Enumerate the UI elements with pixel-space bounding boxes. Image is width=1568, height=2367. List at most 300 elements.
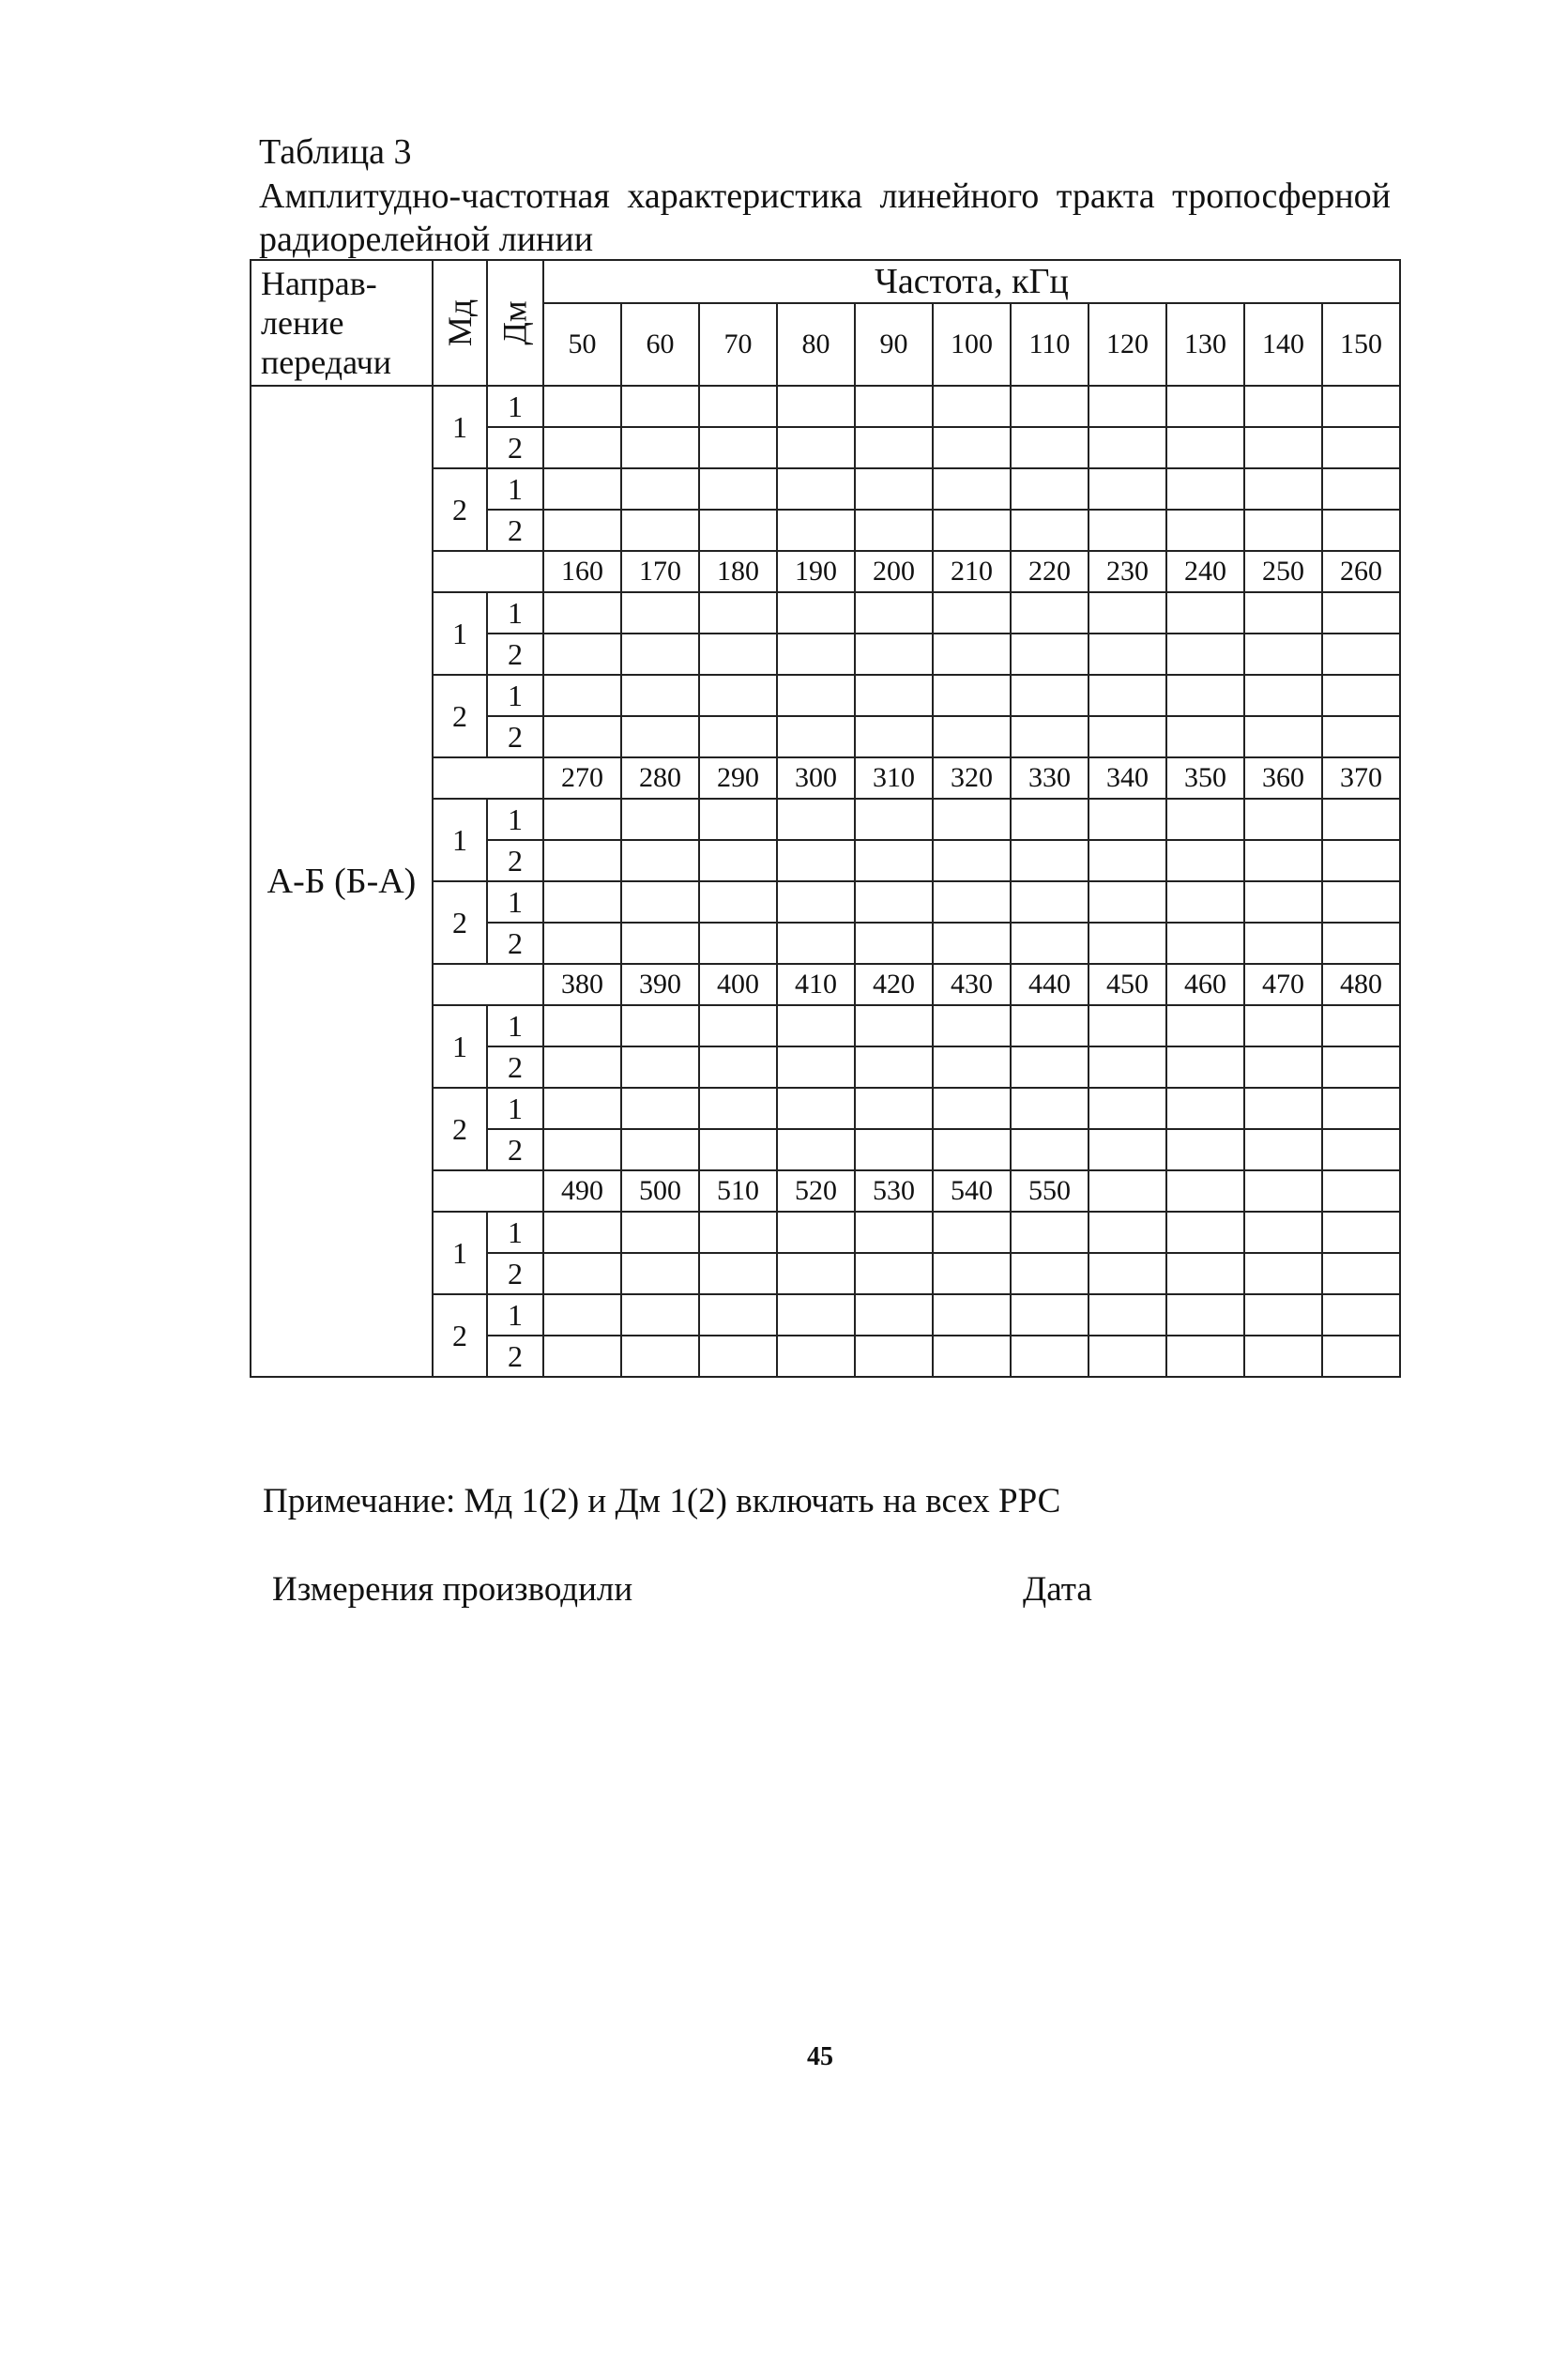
frequency-cell bbox=[1244, 1170, 1322, 1212]
frequency-cell: 420 bbox=[855, 964, 933, 1005]
value-cell bbox=[543, 386, 621, 427]
value-cell bbox=[699, 1005, 777, 1046]
value-cell bbox=[543, 427, 621, 468]
md-cell: 2 bbox=[433, 881, 487, 964]
value-cell bbox=[1011, 716, 1088, 757]
dm-cell: 1 bbox=[487, 799, 543, 840]
frequency-cell: 320 bbox=[933, 757, 1011, 799]
value-cell bbox=[933, 675, 1011, 716]
value-cell bbox=[1322, 427, 1400, 468]
value-cell bbox=[543, 1212, 621, 1253]
value-cell bbox=[1244, 427, 1322, 468]
value-cell bbox=[777, 634, 855, 675]
value-cell bbox=[1011, 468, 1088, 510]
value-cell bbox=[933, 840, 1011, 881]
md-cell: 1 bbox=[433, 592, 487, 675]
value-cell bbox=[933, 1336, 1011, 1377]
value-cell bbox=[1011, 881, 1088, 923]
header-dm bbox=[487, 260, 543, 386]
table-label: Таблица 3 bbox=[259, 132, 412, 172]
value-cell bbox=[1088, 1088, 1166, 1129]
value-cell bbox=[777, 675, 855, 716]
value-cell bbox=[777, 386, 855, 427]
dm-cell: 2 bbox=[487, 427, 543, 468]
value-cell bbox=[1244, 386, 1322, 427]
value-cell bbox=[1166, 468, 1244, 510]
value-cell bbox=[1088, 840, 1166, 881]
value-cell bbox=[621, 1253, 699, 1294]
dm-cell: 2 bbox=[487, 1129, 543, 1170]
value-cell bbox=[855, 592, 933, 634]
frequency-cell: 180 bbox=[699, 551, 777, 592]
md-cell: 2 bbox=[433, 468, 487, 551]
value-cell bbox=[543, 1088, 621, 1129]
value-cell bbox=[1011, 840, 1088, 881]
value-cell bbox=[777, 468, 855, 510]
value-cell bbox=[621, 923, 699, 964]
value-cell bbox=[1011, 510, 1088, 551]
value-cell bbox=[777, 1294, 855, 1336]
value-cell bbox=[699, 881, 777, 923]
value-cell bbox=[1088, 1005, 1166, 1046]
value-cell bbox=[1011, 1005, 1088, 1046]
value-cell bbox=[621, 840, 699, 881]
value-cell bbox=[699, 675, 777, 716]
value-cell bbox=[699, 1088, 777, 1129]
frequency-cell: 400 bbox=[699, 964, 777, 1005]
value-cell bbox=[777, 1088, 855, 1129]
value-cell bbox=[1166, 1294, 1244, 1336]
value-cell bbox=[1322, 1294, 1400, 1336]
value-cell bbox=[1166, 799, 1244, 840]
value-cell bbox=[543, 923, 621, 964]
dm-cell: 1 bbox=[487, 675, 543, 716]
frequency-cell: 240 bbox=[1166, 551, 1244, 592]
value-cell bbox=[621, 675, 699, 716]
value-cell bbox=[699, 716, 777, 757]
header-direction: Направ- ление передачи bbox=[251, 260, 433, 386]
value-cell bbox=[1244, 716, 1322, 757]
value-cell bbox=[1166, 510, 1244, 551]
dm-cell: 1 bbox=[487, 386, 543, 427]
frequency-cell: 380 bbox=[543, 964, 621, 1005]
value-cell bbox=[1011, 1294, 1088, 1336]
frequency-cell: 480 bbox=[1322, 964, 1400, 1005]
note-text: Примечание: Мд 1(2) и Дм 1(2) включать на всех РРС bbox=[263, 1482, 1061, 1520]
dm-cell: 2 bbox=[487, 1336, 543, 1377]
value-cell bbox=[933, 1088, 1011, 1129]
value-cell bbox=[1322, 510, 1400, 551]
value-cell bbox=[855, 1212, 933, 1253]
value-cell bbox=[1322, 1129, 1400, 1170]
frequency-cell: 60 bbox=[621, 303, 699, 386]
value-cell bbox=[777, 1129, 855, 1170]
value-cell bbox=[621, 386, 699, 427]
value-cell bbox=[855, 923, 933, 964]
value-cell bbox=[855, 1088, 933, 1129]
value-cell bbox=[543, 1129, 621, 1170]
value-cell bbox=[621, 1212, 699, 1253]
measured-by-label: Измерения производили bbox=[272, 1570, 633, 1609]
dm-cell: 2 bbox=[487, 716, 543, 757]
frequency-cell: 530 bbox=[855, 1170, 933, 1212]
value-cell bbox=[699, 510, 777, 551]
value-cell bbox=[1322, 1088, 1400, 1129]
header-row bbox=[251, 260, 1400, 303]
value-cell bbox=[855, 675, 933, 716]
value-cell bbox=[1088, 1294, 1166, 1336]
frequency-cell: 90 bbox=[855, 303, 933, 386]
frequency-cell: 230 bbox=[1088, 551, 1166, 592]
dm-label: Дм bbox=[496, 300, 534, 345]
value-cell bbox=[1166, 386, 1244, 427]
value-cell bbox=[699, 1336, 777, 1377]
value-cell bbox=[1322, 881, 1400, 923]
direction-cell: А-Б (Б-А) bbox=[251, 386, 433, 1377]
value-cell bbox=[1244, 840, 1322, 881]
value-cell bbox=[1322, 1046, 1400, 1088]
value-cell bbox=[1166, 716, 1244, 757]
value-cell bbox=[933, 1212, 1011, 1253]
value-cell bbox=[543, 510, 621, 551]
frequency-cell bbox=[1166, 1170, 1244, 1212]
frequency-cell: 220 bbox=[1011, 551, 1088, 592]
spacer-cell bbox=[433, 1170, 543, 1212]
value-cell bbox=[855, 427, 933, 468]
spacer-cell bbox=[433, 964, 543, 1005]
value-cell bbox=[933, 468, 1011, 510]
frequency-cell: 290 bbox=[699, 757, 777, 799]
value-cell bbox=[1088, 510, 1166, 551]
value-cell bbox=[699, 1294, 777, 1336]
value-cell bbox=[933, 1253, 1011, 1294]
value-cell bbox=[1088, 923, 1166, 964]
value-cell bbox=[855, 386, 933, 427]
value-cell bbox=[1322, 386, 1400, 427]
value-cell bbox=[1088, 716, 1166, 757]
dm-cell: 2 bbox=[487, 1046, 543, 1088]
value-cell bbox=[1244, 881, 1322, 923]
value-cell bbox=[1011, 1336, 1088, 1377]
frequency-cell: 250 bbox=[1244, 551, 1322, 592]
value-cell bbox=[1166, 634, 1244, 675]
value-cell bbox=[1166, 1336, 1244, 1377]
value-cell bbox=[1011, 634, 1088, 675]
page-number: 45 bbox=[807, 2042, 833, 2071]
md-label: Мд bbox=[440, 298, 479, 347]
value-cell bbox=[933, 799, 1011, 840]
table-title: Амплитудно-частотная характеристика линейного тракта тропосферной радиорелейной линии bbox=[259, 176, 1391, 259]
value-cell bbox=[933, 1005, 1011, 1046]
value-cell bbox=[621, 716, 699, 757]
value-cell bbox=[1166, 923, 1244, 964]
value-cell bbox=[1166, 592, 1244, 634]
value-cell bbox=[933, 881, 1011, 923]
value-cell bbox=[1088, 1046, 1166, 1088]
value-cell bbox=[933, 386, 1011, 427]
frequency-cell: 340 bbox=[1088, 757, 1166, 799]
frequency-cell: 120 bbox=[1088, 303, 1166, 386]
value-cell bbox=[699, 427, 777, 468]
value-cell bbox=[1322, 634, 1400, 675]
frequency-cell: 540 bbox=[933, 1170, 1011, 1212]
value-cell bbox=[855, 840, 933, 881]
value-cell bbox=[933, 1294, 1011, 1336]
value-cell bbox=[1322, 468, 1400, 510]
value-cell bbox=[543, 1253, 621, 1294]
frequency-cell: 190 bbox=[777, 551, 855, 592]
frequency-cell: 550 bbox=[1011, 1170, 1088, 1212]
value-cell bbox=[855, 634, 933, 675]
value-cell bbox=[933, 510, 1011, 551]
dm-cell: 2 bbox=[487, 510, 543, 551]
value-cell bbox=[1244, 1294, 1322, 1336]
value-cell bbox=[1088, 1253, 1166, 1294]
value-cell bbox=[1244, 1212, 1322, 1253]
value-cell bbox=[1244, 923, 1322, 964]
frequency-cell: 390 bbox=[621, 964, 699, 1005]
frequency-cell bbox=[1088, 1170, 1166, 1212]
dm-cell: 2 bbox=[487, 840, 543, 881]
frequency-cell: 260 bbox=[1322, 551, 1400, 592]
value-cell bbox=[699, 799, 777, 840]
value-cell bbox=[543, 675, 621, 716]
value-cell bbox=[1088, 634, 1166, 675]
value-cell bbox=[621, 634, 699, 675]
dm-cell: 2 bbox=[487, 1253, 543, 1294]
value-cell bbox=[1322, 840, 1400, 881]
value-cell bbox=[1088, 1129, 1166, 1170]
dm-cell: 1 bbox=[487, 468, 543, 510]
frequency-cell: 460 bbox=[1166, 964, 1244, 1005]
value-cell bbox=[777, 799, 855, 840]
value-cell bbox=[1166, 1129, 1244, 1170]
frequency-cell: 360 bbox=[1244, 757, 1322, 799]
value-cell bbox=[1166, 1253, 1244, 1294]
frequency-cell: 490 bbox=[543, 1170, 621, 1212]
value-cell bbox=[1244, 1253, 1322, 1294]
value-cell bbox=[1322, 592, 1400, 634]
value-cell bbox=[543, 1005, 621, 1046]
value-cell bbox=[1011, 923, 1088, 964]
dm-cell: 1 bbox=[487, 1005, 543, 1046]
value-cell bbox=[621, 881, 699, 923]
frequency-cell bbox=[1322, 1170, 1400, 1212]
dm-cell: 2 bbox=[487, 923, 543, 964]
value-cell bbox=[933, 1129, 1011, 1170]
header-md bbox=[433, 260, 487, 386]
value-cell bbox=[777, 881, 855, 923]
value-cell bbox=[1166, 1046, 1244, 1088]
dm-cell: 1 bbox=[487, 592, 543, 634]
frequency-cell: 500 bbox=[621, 1170, 699, 1212]
value-cell bbox=[933, 427, 1011, 468]
value-cell bbox=[1011, 427, 1088, 468]
value-cell bbox=[621, 592, 699, 634]
value-cell bbox=[1322, 799, 1400, 840]
value-cell bbox=[543, 799, 621, 840]
value-cell bbox=[543, 1294, 621, 1336]
value-cell bbox=[933, 592, 1011, 634]
value-cell bbox=[621, 799, 699, 840]
value-cell bbox=[1322, 1253, 1400, 1294]
value-cell bbox=[1088, 468, 1166, 510]
value-cell bbox=[1011, 1129, 1088, 1170]
value-cell bbox=[933, 923, 1011, 964]
value-cell bbox=[855, 1336, 933, 1377]
frequency-cell: 140 bbox=[1244, 303, 1322, 386]
md-cell: 1 bbox=[433, 1212, 487, 1294]
frequency-cell: 470 bbox=[1244, 964, 1322, 1005]
value-cell bbox=[543, 1046, 621, 1088]
value-cell bbox=[933, 1046, 1011, 1088]
frequency-response-table bbox=[250, 259, 1401, 1378]
value-cell bbox=[777, 510, 855, 551]
value-cell bbox=[543, 840, 621, 881]
value-cell bbox=[1011, 1212, 1088, 1253]
value-cell bbox=[1011, 799, 1088, 840]
value-cell bbox=[1088, 1212, 1166, 1253]
value-cell bbox=[777, 427, 855, 468]
frequency-cell: 430 bbox=[933, 964, 1011, 1005]
value-cell bbox=[543, 716, 621, 757]
value-cell bbox=[1011, 1253, 1088, 1294]
frequency-cell: 270 bbox=[543, 757, 621, 799]
value-cell bbox=[699, 386, 777, 427]
value-cell bbox=[1244, 468, 1322, 510]
frequency-cell: 350 bbox=[1166, 757, 1244, 799]
value-cell bbox=[1166, 1212, 1244, 1253]
value-cell bbox=[543, 468, 621, 510]
frequency-cell: 80 bbox=[777, 303, 855, 386]
value-cell bbox=[933, 634, 1011, 675]
dm-cell: 1 bbox=[487, 1294, 543, 1336]
value-cell bbox=[1322, 923, 1400, 964]
frequency-cell: 100 bbox=[933, 303, 1011, 386]
value-cell bbox=[1322, 1336, 1400, 1377]
md-cell: 1 bbox=[433, 386, 487, 468]
value-cell bbox=[777, 1212, 855, 1253]
value-cell bbox=[1088, 386, 1166, 427]
value-cell bbox=[777, 1253, 855, 1294]
value-cell bbox=[777, 592, 855, 634]
value-cell bbox=[777, 1336, 855, 1377]
value-cell bbox=[621, 1005, 699, 1046]
value-cell bbox=[1088, 675, 1166, 716]
value-cell bbox=[699, 468, 777, 510]
value-cell bbox=[1011, 1088, 1088, 1129]
value-cell bbox=[1322, 1005, 1400, 1046]
value-cell bbox=[855, 510, 933, 551]
md-cell: 1 bbox=[433, 799, 487, 881]
spacer-cell bbox=[433, 551, 543, 592]
value-cell bbox=[621, 1088, 699, 1129]
value-cell bbox=[1088, 592, 1166, 634]
value-cell bbox=[543, 592, 621, 634]
value-cell bbox=[1088, 1336, 1166, 1377]
value-cell bbox=[1166, 840, 1244, 881]
value-cell bbox=[855, 1129, 933, 1170]
frequency-cell: 160 bbox=[543, 551, 621, 592]
value-cell bbox=[1322, 675, 1400, 716]
frequency-cell: 310 bbox=[855, 757, 933, 799]
value-cell bbox=[543, 1336, 621, 1377]
value-cell bbox=[1166, 675, 1244, 716]
frequency-cell: 110 bbox=[1011, 303, 1088, 386]
value-cell bbox=[1244, 1005, 1322, 1046]
value-cell bbox=[621, 427, 699, 468]
value-cell bbox=[1011, 675, 1088, 716]
value-cell bbox=[543, 881, 621, 923]
data-row bbox=[251, 386, 1400, 427]
value-cell bbox=[855, 1294, 933, 1336]
value-cell bbox=[855, 1005, 933, 1046]
value-cell bbox=[855, 716, 933, 757]
value-cell bbox=[855, 881, 933, 923]
value-cell bbox=[621, 1336, 699, 1377]
frequency-cell: 440 bbox=[1011, 964, 1088, 1005]
md-cell: 1 bbox=[433, 1005, 487, 1088]
value-cell bbox=[1166, 881, 1244, 923]
frequency-cell: 330 bbox=[1011, 757, 1088, 799]
value-cell bbox=[1011, 386, 1088, 427]
value-cell bbox=[1244, 634, 1322, 675]
dm-cell: 1 bbox=[487, 1088, 543, 1129]
value-cell bbox=[699, 634, 777, 675]
frequency-cell: 70 bbox=[699, 303, 777, 386]
frequency-cell: 510 bbox=[699, 1170, 777, 1212]
value-cell bbox=[777, 716, 855, 757]
frequency-cell: 170 bbox=[621, 551, 699, 592]
value-cell bbox=[1244, 1129, 1322, 1170]
value-cell bbox=[1011, 1046, 1088, 1088]
value-cell bbox=[1166, 1088, 1244, 1129]
frequency-cell: 200 bbox=[855, 551, 933, 592]
value-cell bbox=[1244, 1046, 1322, 1088]
value-cell bbox=[1244, 510, 1322, 551]
value-cell bbox=[777, 923, 855, 964]
value-cell bbox=[1088, 881, 1166, 923]
frequency-cell: 50 bbox=[543, 303, 621, 386]
value-cell bbox=[855, 1046, 933, 1088]
date-label: Дата bbox=[1023, 1570, 1092, 1609]
value-cell bbox=[621, 468, 699, 510]
frequency-cell: 300 bbox=[777, 757, 855, 799]
frequency-cell: 520 bbox=[777, 1170, 855, 1212]
dm-cell: 2 bbox=[487, 634, 543, 675]
value-cell bbox=[1088, 799, 1166, 840]
value-cell bbox=[699, 840, 777, 881]
frequency-cell: 410 bbox=[777, 964, 855, 1005]
frequency-cell: 130 bbox=[1166, 303, 1244, 386]
value-cell bbox=[855, 1253, 933, 1294]
frequency-cell: 370 bbox=[1322, 757, 1400, 799]
value-cell bbox=[777, 1046, 855, 1088]
value-cell bbox=[1088, 427, 1166, 468]
header-frequency: Частота, кГц bbox=[543, 260, 1400, 303]
value-cell bbox=[699, 592, 777, 634]
value-cell bbox=[699, 1046, 777, 1088]
value-cell bbox=[1166, 1005, 1244, 1046]
value-cell bbox=[621, 1294, 699, 1336]
value-cell bbox=[1322, 1212, 1400, 1253]
md-cell: 2 bbox=[433, 675, 487, 757]
value-cell bbox=[1011, 592, 1088, 634]
value-cell bbox=[1244, 592, 1322, 634]
value-cell bbox=[1322, 716, 1400, 757]
value-cell bbox=[621, 1129, 699, 1170]
frequency-cell: 150 bbox=[1322, 303, 1400, 386]
